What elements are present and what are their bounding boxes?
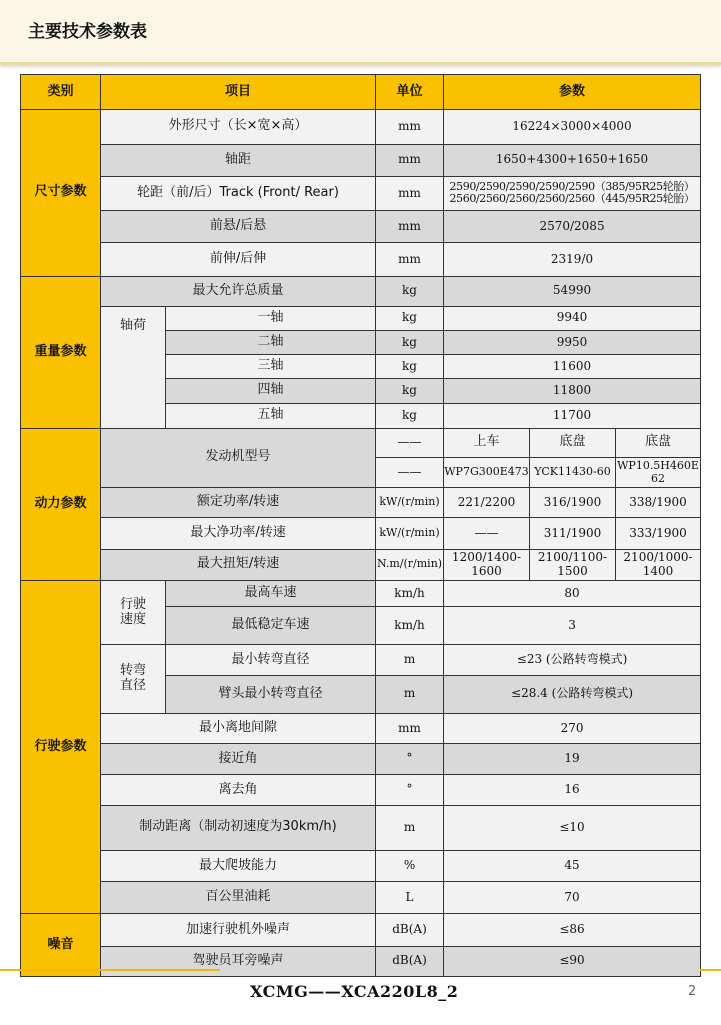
row-label: 最小转弯直径: [166, 645, 376, 675]
row-value: 11600: [444, 355, 701, 379]
row-value: ——: [444, 518, 530, 549]
row-label: 制动距离（制动初速度为30km/h): [101, 805, 376, 850]
row-label: 外形尺寸（长×宽×高）: [101, 110, 376, 144]
table-row: [21, 882, 701, 914]
table-row: [21, 645, 701, 675]
table-row: [21, 110, 701, 144]
row-unit: m: [376, 675, 444, 713]
row-unit: mm: [376, 243, 444, 276]
row-unit: kg: [376, 276, 444, 306]
row-unit: kg: [376, 330, 444, 354]
footer-divider-right: [700, 969, 721, 971]
row-unit: dB(A): [376, 946, 444, 976]
table-row: [21, 243, 701, 276]
category-noise: 噪音: [21, 914, 101, 977]
row-value: ≤23 (公路转弯模式): [444, 645, 701, 675]
table-row: [21, 211, 701, 243]
row-value: 2319/0: [444, 243, 701, 276]
table-row: [21, 713, 701, 743]
row-value-multi: [444, 176, 701, 210]
row-value: ≤28.4 (公路转弯模式): [444, 675, 701, 713]
row-value: 11800: [444, 379, 701, 403]
speed-label: 行驶速度: [101, 580, 166, 645]
axle-load-label: 轴荷: [101, 306, 166, 428]
category-driving: 行驶参数: [21, 580, 101, 914]
row-value: 9940: [444, 306, 701, 330]
row-value: 338/1900: [616, 488, 701, 518]
col-chassis-2: 底盘: [616, 428, 701, 457]
row-label: 四轴: [166, 379, 376, 403]
row-unit: kg: [376, 355, 444, 379]
row-value: 54990: [444, 276, 701, 306]
row-label: 最大爬坡能力: [101, 850, 376, 881]
row-unit: %: [376, 850, 444, 881]
row-label: 加速行驶机外噪声: [101, 914, 376, 946]
table-row: [21, 850, 701, 881]
row-unit: mm: [376, 211, 444, 243]
row-label: 轴距: [101, 144, 376, 176]
row-value: 3: [444, 607, 701, 645]
category-weight: 重量参数: [21, 276, 101, 428]
row-value: 316/1900: [530, 488, 616, 518]
table-row: [21, 276, 701, 306]
row-label: 最高车速: [166, 580, 376, 606]
row-unit: kW/(r/min): [376, 518, 444, 549]
row-label: 前悬/后悬: [101, 211, 376, 243]
table-row: [21, 744, 701, 775]
table-row: [21, 428, 701, 457]
row-value: 16224×3000×4000: [444, 110, 701, 144]
row-value: 1200/1400-1600: [444, 549, 530, 580]
row-unit: dB(A): [376, 914, 444, 946]
row-unit: kg: [376, 403, 444, 428]
row-value: 16: [444, 775, 701, 805]
footer-divider-left: [0, 969, 220, 971]
row-label: 驾驶员耳旁噪声: [101, 946, 376, 976]
row-unit: km/h: [376, 580, 444, 606]
row-value: ≤10: [444, 805, 701, 850]
engine-model: WP10.5H460E62: [616, 457, 701, 487]
spec-table: [20, 74, 701, 977]
dash-cell: ——: [376, 428, 444, 457]
row-label: 最大扭矩/转速: [101, 549, 376, 580]
turn-label: 转弯直径: [101, 645, 166, 714]
row-value: 2570/2085: [444, 211, 701, 243]
row-unit: km/h: [376, 607, 444, 645]
row-label: 三轴: [166, 355, 376, 379]
table-row: [21, 549, 701, 580]
footer-title: XCMG——XCA220L8_2: [250, 982, 459, 1001]
row-label: 臂头最小转弯直径: [166, 675, 376, 713]
row-unit: L: [376, 882, 444, 914]
row-value: 333/1900: [616, 518, 701, 549]
row-value: ≤90: [444, 946, 701, 976]
page-number: 2: [688, 984, 697, 999]
engine-model: WP7G300E473: [444, 457, 530, 487]
col-chassis-1: 底盘: [530, 428, 616, 457]
col-head-param: 参数: [444, 75, 701, 110]
col-head-unit: 单位: [376, 75, 444, 110]
row-label: 前伸/后伸: [101, 243, 376, 276]
row-label: 最大净功率/转速: [101, 518, 376, 549]
row-value: 221/2200: [444, 488, 530, 518]
col-upper: 上车: [444, 428, 530, 457]
track-line-2: 2560/2560/2560/2560/2560（445/95R25轮胎）: [449, 192, 695, 206]
row-label: 二轴: [166, 330, 376, 354]
row-value: 9950: [444, 330, 701, 354]
row-unit: kg: [376, 379, 444, 403]
row-value: 19: [444, 744, 701, 775]
row-label: 接近角: [101, 744, 376, 775]
row-unit: kg: [376, 306, 444, 330]
row-unit: °: [376, 775, 444, 805]
category-power: 动力参数: [21, 428, 101, 580]
row-label: 轮距（前/后）Track (Front/ Rear): [101, 176, 376, 210]
engine-model: YCK11430-60: [530, 457, 616, 487]
row-unit: m: [376, 805, 444, 850]
page-header: [0, 0, 721, 65]
table-header-row: [21, 75, 701, 110]
row-value: ≤86: [444, 914, 701, 946]
row-value: 270: [444, 713, 701, 743]
row-value: 70: [444, 882, 701, 914]
table-row: [21, 176, 701, 210]
table-row: [21, 580, 701, 606]
row-label: 最低稳定车速: [166, 607, 376, 645]
row-value: 311/1900: [530, 518, 616, 549]
row-unit: mm: [376, 144, 444, 176]
row-value: 2100/1000-1400: [616, 549, 701, 580]
row-label: 一轴: [166, 306, 376, 330]
row-value: 80: [444, 580, 701, 606]
row-unit: N.m/(r/min): [376, 549, 444, 580]
track-line-1: 2590/2590/2590/2590/2590（385/95R25轮胎）: [449, 179, 695, 193]
category-dimensions: 尺寸参数: [21, 110, 101, 276]
row-label: 百公里油耗: [101, 882, 376, 914]
table-row: [21, 488, 701, 518]
table-row: [21, 306, 701, 330]
row-value: 2100/1100-1500: [530, 549, 616, 580]
row-value: 11700: [444, 403, 701, 428]
row-unit: mm: [376, 110, 444, 144]
engine-model-label: 发动机型号: [101, 428, 376, 487]
table-row: [21, 518, 701, 549]
table-row: [21, 914, 701, 946]
row-label: 最小离地间隙: [101, 713, 376, 743]
table-row: [21, 144, 701, 176]
row-label: 五轴: [166, 403, 376, 428]
table-row: [21, 946, 701, 976]
row-label: 最大允许总质量: [101, 276, 376, 306]
col-head-category: 类别: [21, 75, 101, 110]
row-label: 离去角: [101, 775, 376, 805]
row-label: 额定功率/转速: [101, 488, 376, 518]
col-head-item: 项目: [101, 75, 376, 110]
row-unit: kW/(r/min): [376, 488, 444, 518]
table-row: [21, 805, 701, 850]
dash-cell: ——: [376, 457, 444, 487]
row-unit: °: [376, 744, 444, 775]
table-row: [21, 775, 701, 805]
row-value: 45: [444, 850, 701, 881]
page-title: 主要技术参数表: [28, 22, 147, 42]
row-unit: m: [376, 645, 444, 675]
row-unit: mm: [376, 176, 444, 210]
row-unit: mm: [376, 713, 444, 743]
row-value: 1650+4300+1650+1650: [444, 144, 701, 176]
